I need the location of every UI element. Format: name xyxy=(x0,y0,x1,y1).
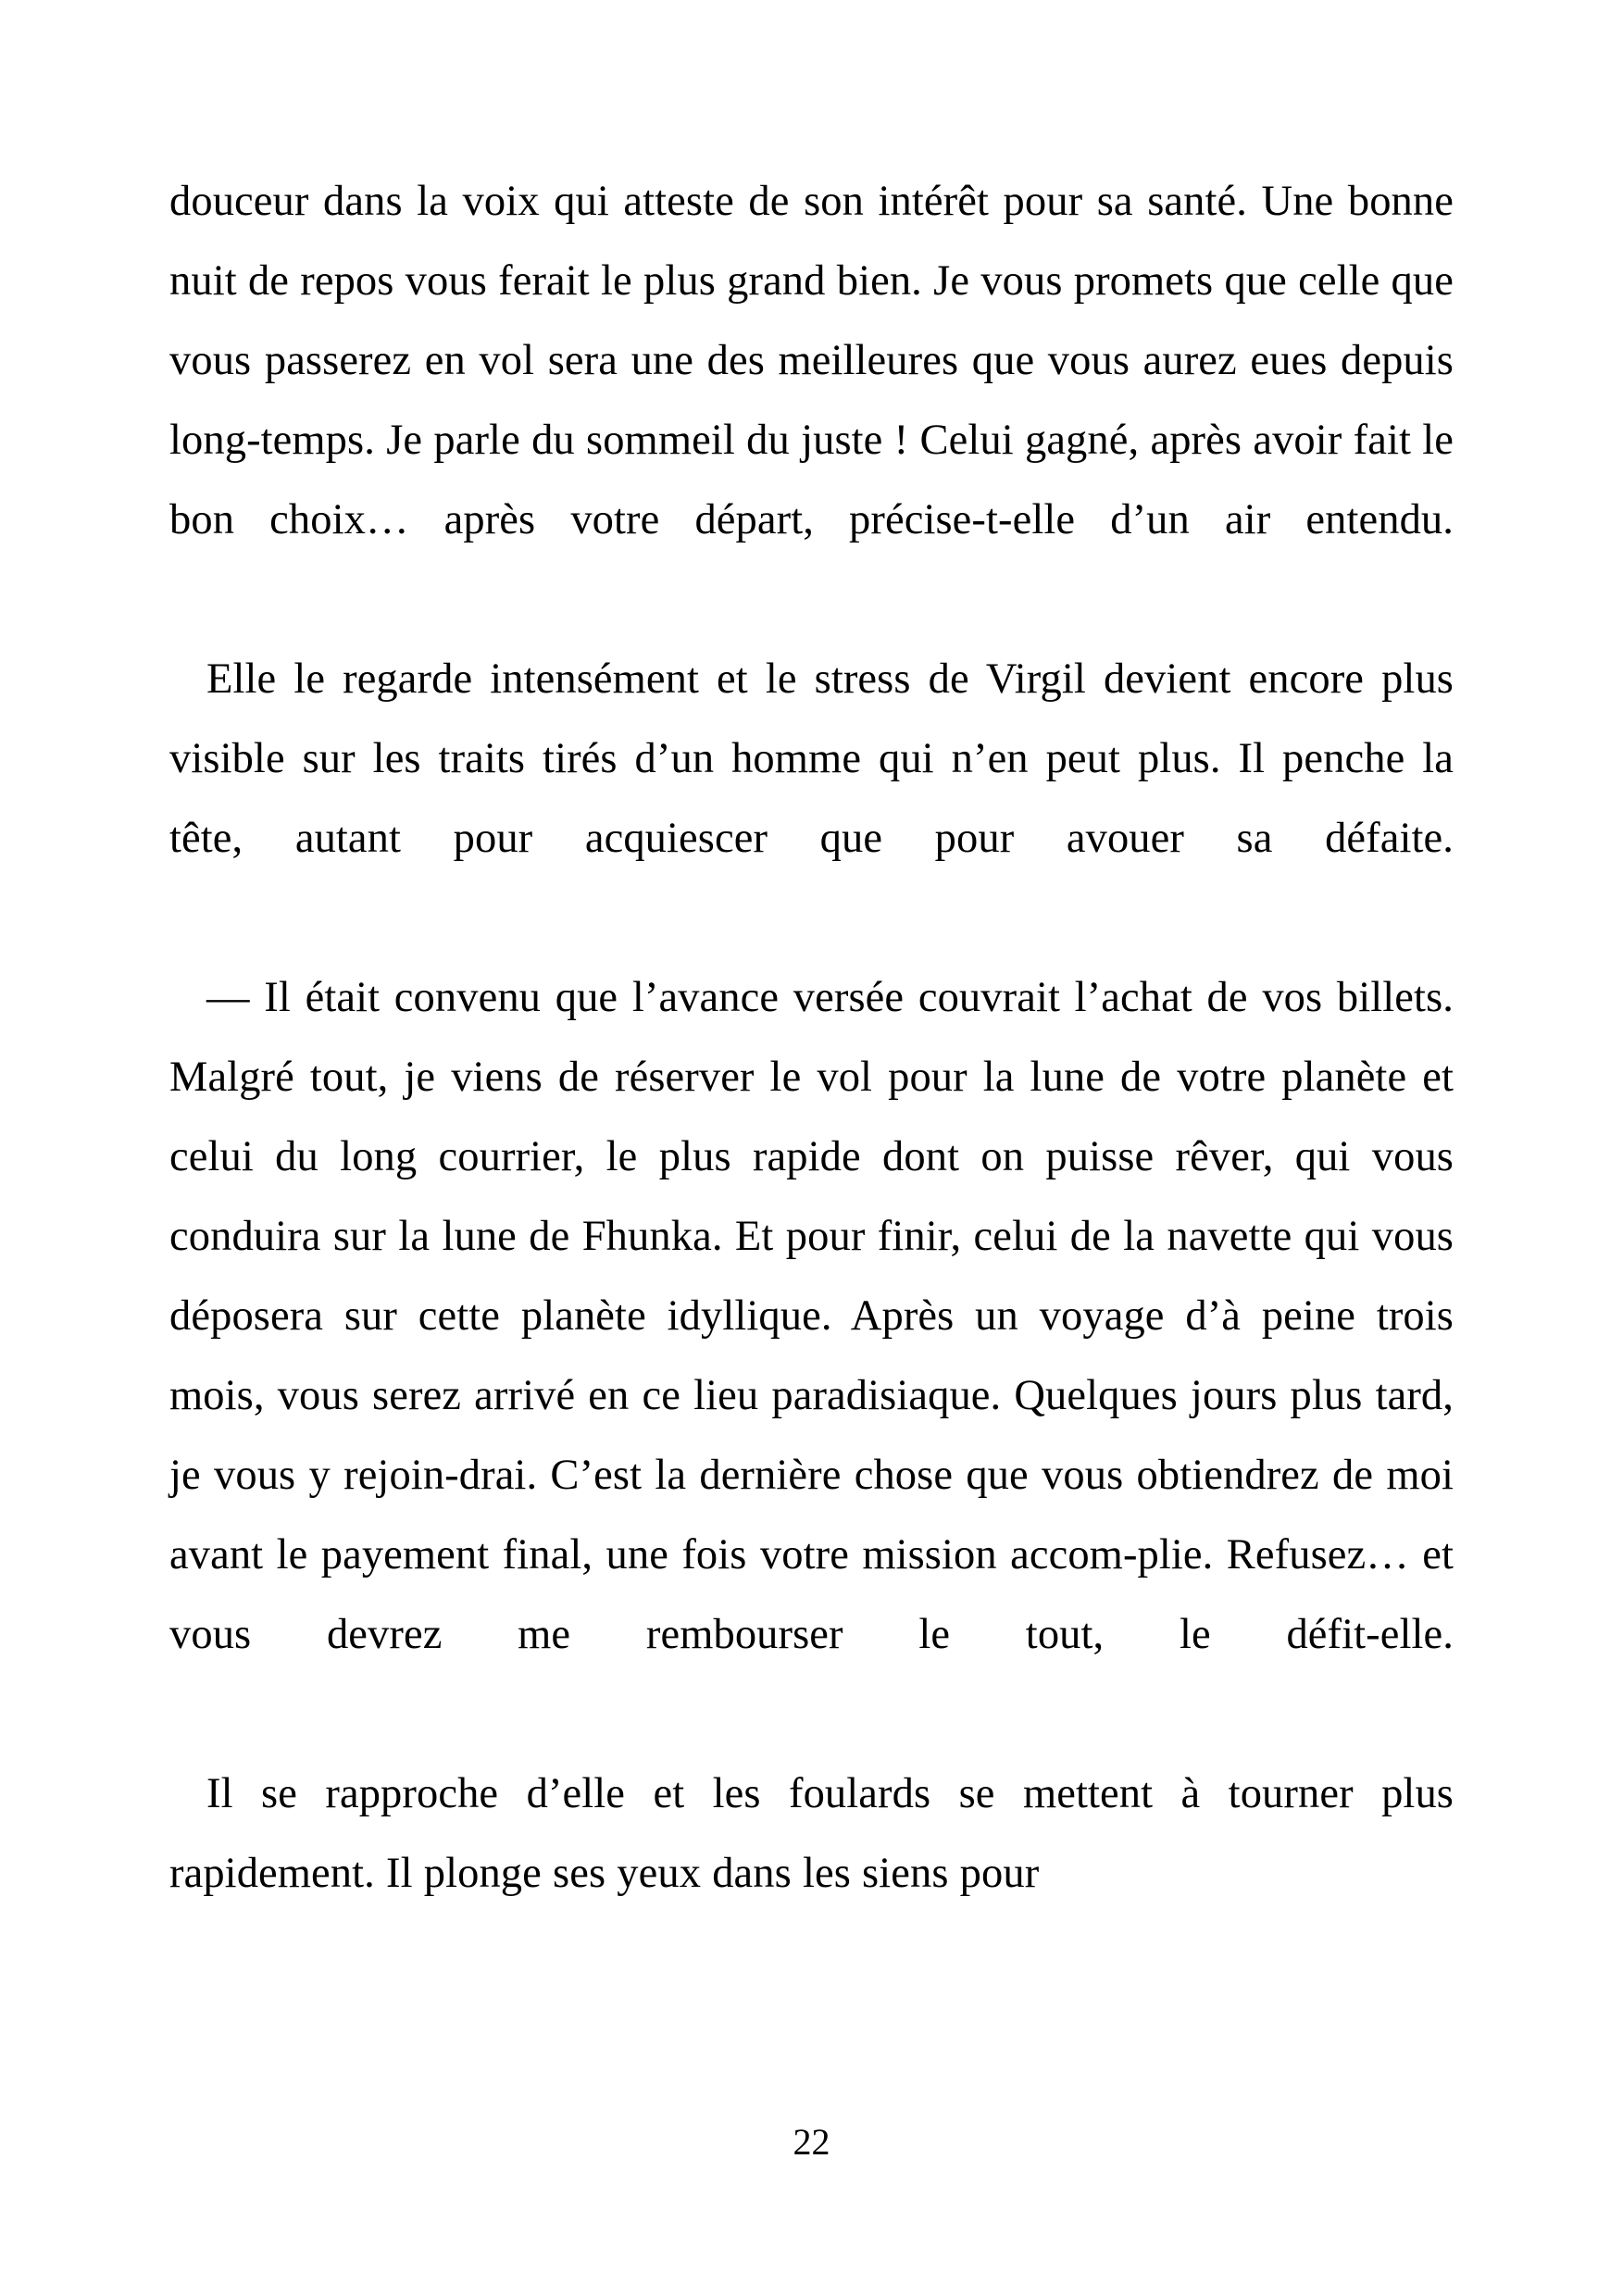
paragraph-elle-le-regarde: Elle le regarde intensément et le stress de Virgil devient encore plus visible sur les traits tirés d’un homme qui n’en peut plus. Il penche la tête, autant pour acquiescer que pour avouer sa défaite. xyxy=(169,655,1454,862)
page-number: 22 xyxy=(793,2121,830,2163)
body-text-block xyxy=(169,162,1454,1914)
paragraph-continuation: douceur dans la voix qui atteste de son intérêt pour sa santé. Une bonne nuit de repos vous ferait le plus grand bien. Je vous promets que celle que vous passerez en vol sera une des meilleures que vous aurez eues depuis long-temps. Je parle du sommeil du juste ! Celui gagné, après avoir fait le bon choix… après votre départ, précise-t-elle d’un air entendu. xyxy=(169,178,1454,543)
paragraph-il-se-rapproche: Il se rapproche d’elle et les foulards se mettent à tourner plus rapidement. Il plonge ses yeux dans les siens pour xyxy=(169,1770,1454,1897)
paragraph-dialogue-il-etait-convenu: — Il était convenu que l’avance versée couvrait l’achat de vos billets. Malgré tout, je viens de réserver le vol pour la lune de votre planète et celui du long courrier, le plus rapide dont on puisse rêver, qui vous conduira sur la lune de Fhunka. Et pour finir, celui de la navette qui vous déposera sur cette planète idyllique. Après un voyage d’à peine trois mois, vous serez arrivé en ce lieu paradisiaque. Quelques jours plus tard, je vous y rejoin-drai. C’est la dernière chose que vous obtiendrez de moi avant le payement final, une fois votre mission accom-plie. Refusez… et vous devrez me rembourser le tout, le défit-elle. xyxy=(169,974,1454,1658)
